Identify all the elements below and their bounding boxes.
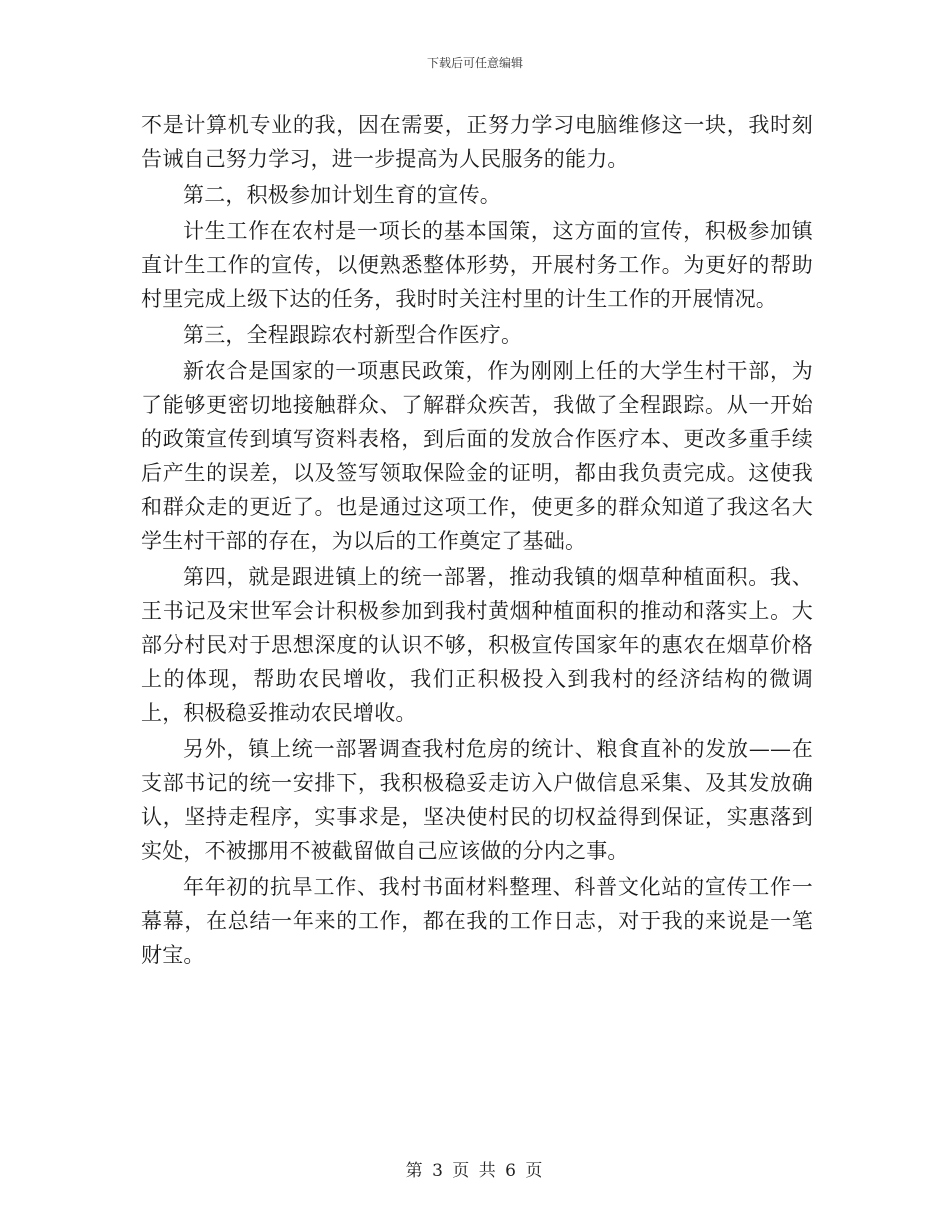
paragraph-4-heading: 第三，全程跟踪农村新型合作医疗。 [183, 323, 523, 347]
paragraph-8: 年年初的抗旱工作、我村书面材料整理、科普文化站的宣传工作一幕幕，在总结一年来的工作，都在我的工作日志，对于我的来说是一笔财宝。 [141, 875, 813, 967]
paragraph-6: 第四，就是跟进镇上的统一部署，推动我镇的烟草种植面积。我、王书记及宋世军会计积极参加到我村黄烟种植面积的推动和落实上。大部分村民对于思想深度的认识不够，积极宣传国家年的惠农在烟草价格上的体现，帮助农民增收，我们正积极投入到我村的经济结构的微调上，积极稳妥推动农民增收。 [141, 565, 813, 725]
paragraph-7: 另外，镇上统一部署调查我村危房的统计、粮食直补的发放——在支部书记的统一安排下，我积极稳妥走访入户做信息采集、及其发放确认，坚持走程序，实事求是，坚决使村民的切权益得到保证，实惠落到实处，不被挪用不被截留做自己应该做的分内之事。 [141, 737, 813, 863]
header-note: 下载后可任意编辑 [426, 56, 523, 70]
paragraph-5: 新农合是国家的一项惠民政策，作为刚刚上任的大学生村干部，为了能够更密切地接触群众、了解群众疾苦，我做了全程跟踪。从一开始的政策宣传到填写资料表格，到后面的发放合作医疗本、更改多重手续后产生的误差，以及签写领取保险金的证明，都由我负责完成。这使我和群众走的更近了。也是通过这项工作，使更多的群众知道了我这名大学生村干部的存在，为以后的工作奠定了基础。 [141, 359, 813, 553]
paragraph-2-heading: 第二，积极参加计划生育的宣传。 [183, 183, 501, 207]
paragraph-3: 计生工作在农村是一项长的基本国策，这方面的宣传，积极参加镇直计生工作的宣传，以便熟悉整体形势，开展村务工作。为更好的帮助村里完成上级下达的任务，我时时关注村里的计生工作的开展情况。 [141, 219, 813, 311]
page-number-footer: 第 3 页 共 6 页 [405, 1161, 545, 1181]
paragraph-1: 不是计算机专业的我，因在需要，正努力学习电脑维修这一块，我时刻告诫自己努力学习，进一步提高为人民服务的能力。 [141, 113, 813, 171]
document-body [141, 108, 813, 974]
